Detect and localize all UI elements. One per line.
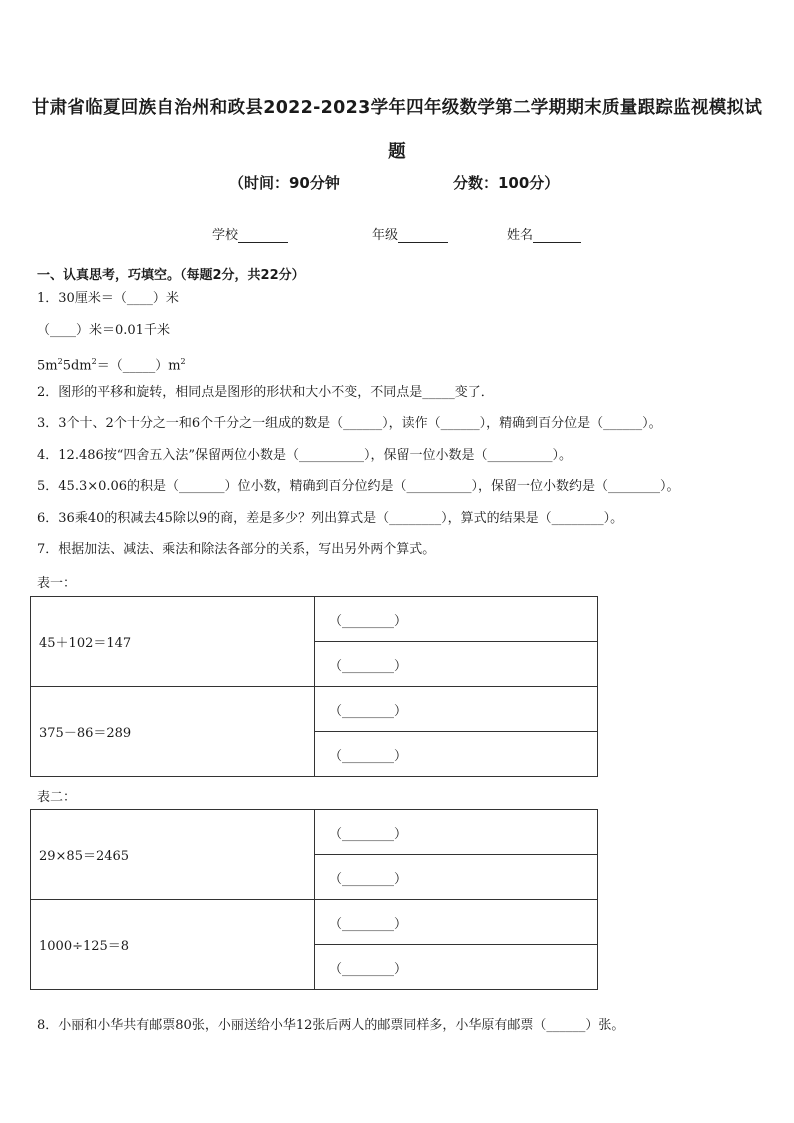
answer-cell[interactable]: （________） — [315, 855, 598, 900]
name-field — [507, 224, 581, 243]
table2-label: 表二： — [37, 790, 77, 805]
table-1 — [30, 596, 598, 777]
table-row — [31, 687, 598, 732]
question-6: 6．36乘40的积减去45除以9的商，差是多少？列出算式是（________），算式的结果是（________）。 — [37, 511, 624, 526]
question-4: 4．12.486按“四舍五入法”保留两位小数是（__________），保留一位小数是（__________）。 — [37, 448, 573, 463]
question-1a: 1．30厘米＝（____）米 — [37, 291, 179, 306]
exam-title: 甘肃省临夏回族自治州和政县2022-2023学年四年级数学第二学期期末质量跟踪监视模拟试题 — [31, 98, 763, 162]
grade-label: 年级 — [372, 228, 399, 243]
school-field — [212, 224, 288, 243]
table1-label: 表一： — [37, 576, 77, 591]
school-blank[interactable] — [238, 228, 288, 243]
question-3: 3．3个十、2个十分之一和6个千分之一组成的数是（______），读作（______），精确到百分位是（______）。 — [37, 416, 662, 431]
answer-cell[interactable]: （________） — [315, 732, 598, 777]
answer-cell[interactable]: （________） — [315, 810, 598, 855]
equation-cell: 1000÷125＝8 — [31, 900, 315, 990]
grade-blank[interactable] — [398, 228, 448, 243]
grade-field — [372, 224, 448, 243]
name-blank[interactable] — [533, 228, 581, 243]
equation-cell: 375－86＝289 — [31, 687, 315, 777]
exam-score: 分数：100分） — [453, 174, 560, 192]
q1c-sup3: 2 — [180, 357, 186, 366]
table-row — [31, 597, 598, 642]
question-7: 7．根据加法、减法、乘法和除法各部分的关系，写出另外两个算式。 — [37, 542, 436, 557]
exam-time: （时间：90分钟 — [229, 174, 340, 192]
q1c-part1: 5m — [37, 358, 58, 374]
q1c-sup2: 2 — [91, 357, 97, 366]
table-row — [31, 900, 598, 945]
question-8: 8．小丽和小华共有邮票80张，小丽送给小华12张后两人的邮票同样多，小华原有邮票（______）张。 — [37, 1018, 625, 1033]
school-label: 学校 — [212, 228, 239, 243]
equation-cell: 45＋102＝147 — [31, 597, 315, 687]
q1c-part2: 5dm — [62, 358, 92, 374]
name-label: 姓名 — [507, 228, 534, 243]
question-1c — [37, 353, 186, 375]
question-5: 5．45.3×0.06的积是（_______）位小数，精确到百分位约是（__________），保留一位小数约是（________）。 — [37, 479, 680, 494]
answer-cell[interactable]: （________） — [315, 900, 598, 945]
answer-cell[interactable]: （________） — [315, 597, 598, 642]
question-1b: （____）米＝0.01千米 — [37, 323, 170, 338]
answer-cell[interactable]: （________） — [315, 642, 598, 687]
answer-cell[interactable]: （________） — [315, 687, 598, 732]
section-heading: 一、认真思考，巧填空。（每题2分，共22分） — [37, 268, 305, 283]
q1c-sup1: 2 — [57, 357, 63, 366]
answer-cell[interactable]: （________） — [315, 945, 598, 990]
table-row — [31, 810, 598, 855]
equation-cell: 29×85＝2465 — [31, 810, 315, 900]
q1c-part3: ＝（_____）m — [96, 358, 181, 374]
table-2 — [30, 809, 598, 990]
question-2: 2．图形的平移和旋转，相同点是图形的形状和大小不变，不同点是_____变了． — [37, 385, 494, 400]
